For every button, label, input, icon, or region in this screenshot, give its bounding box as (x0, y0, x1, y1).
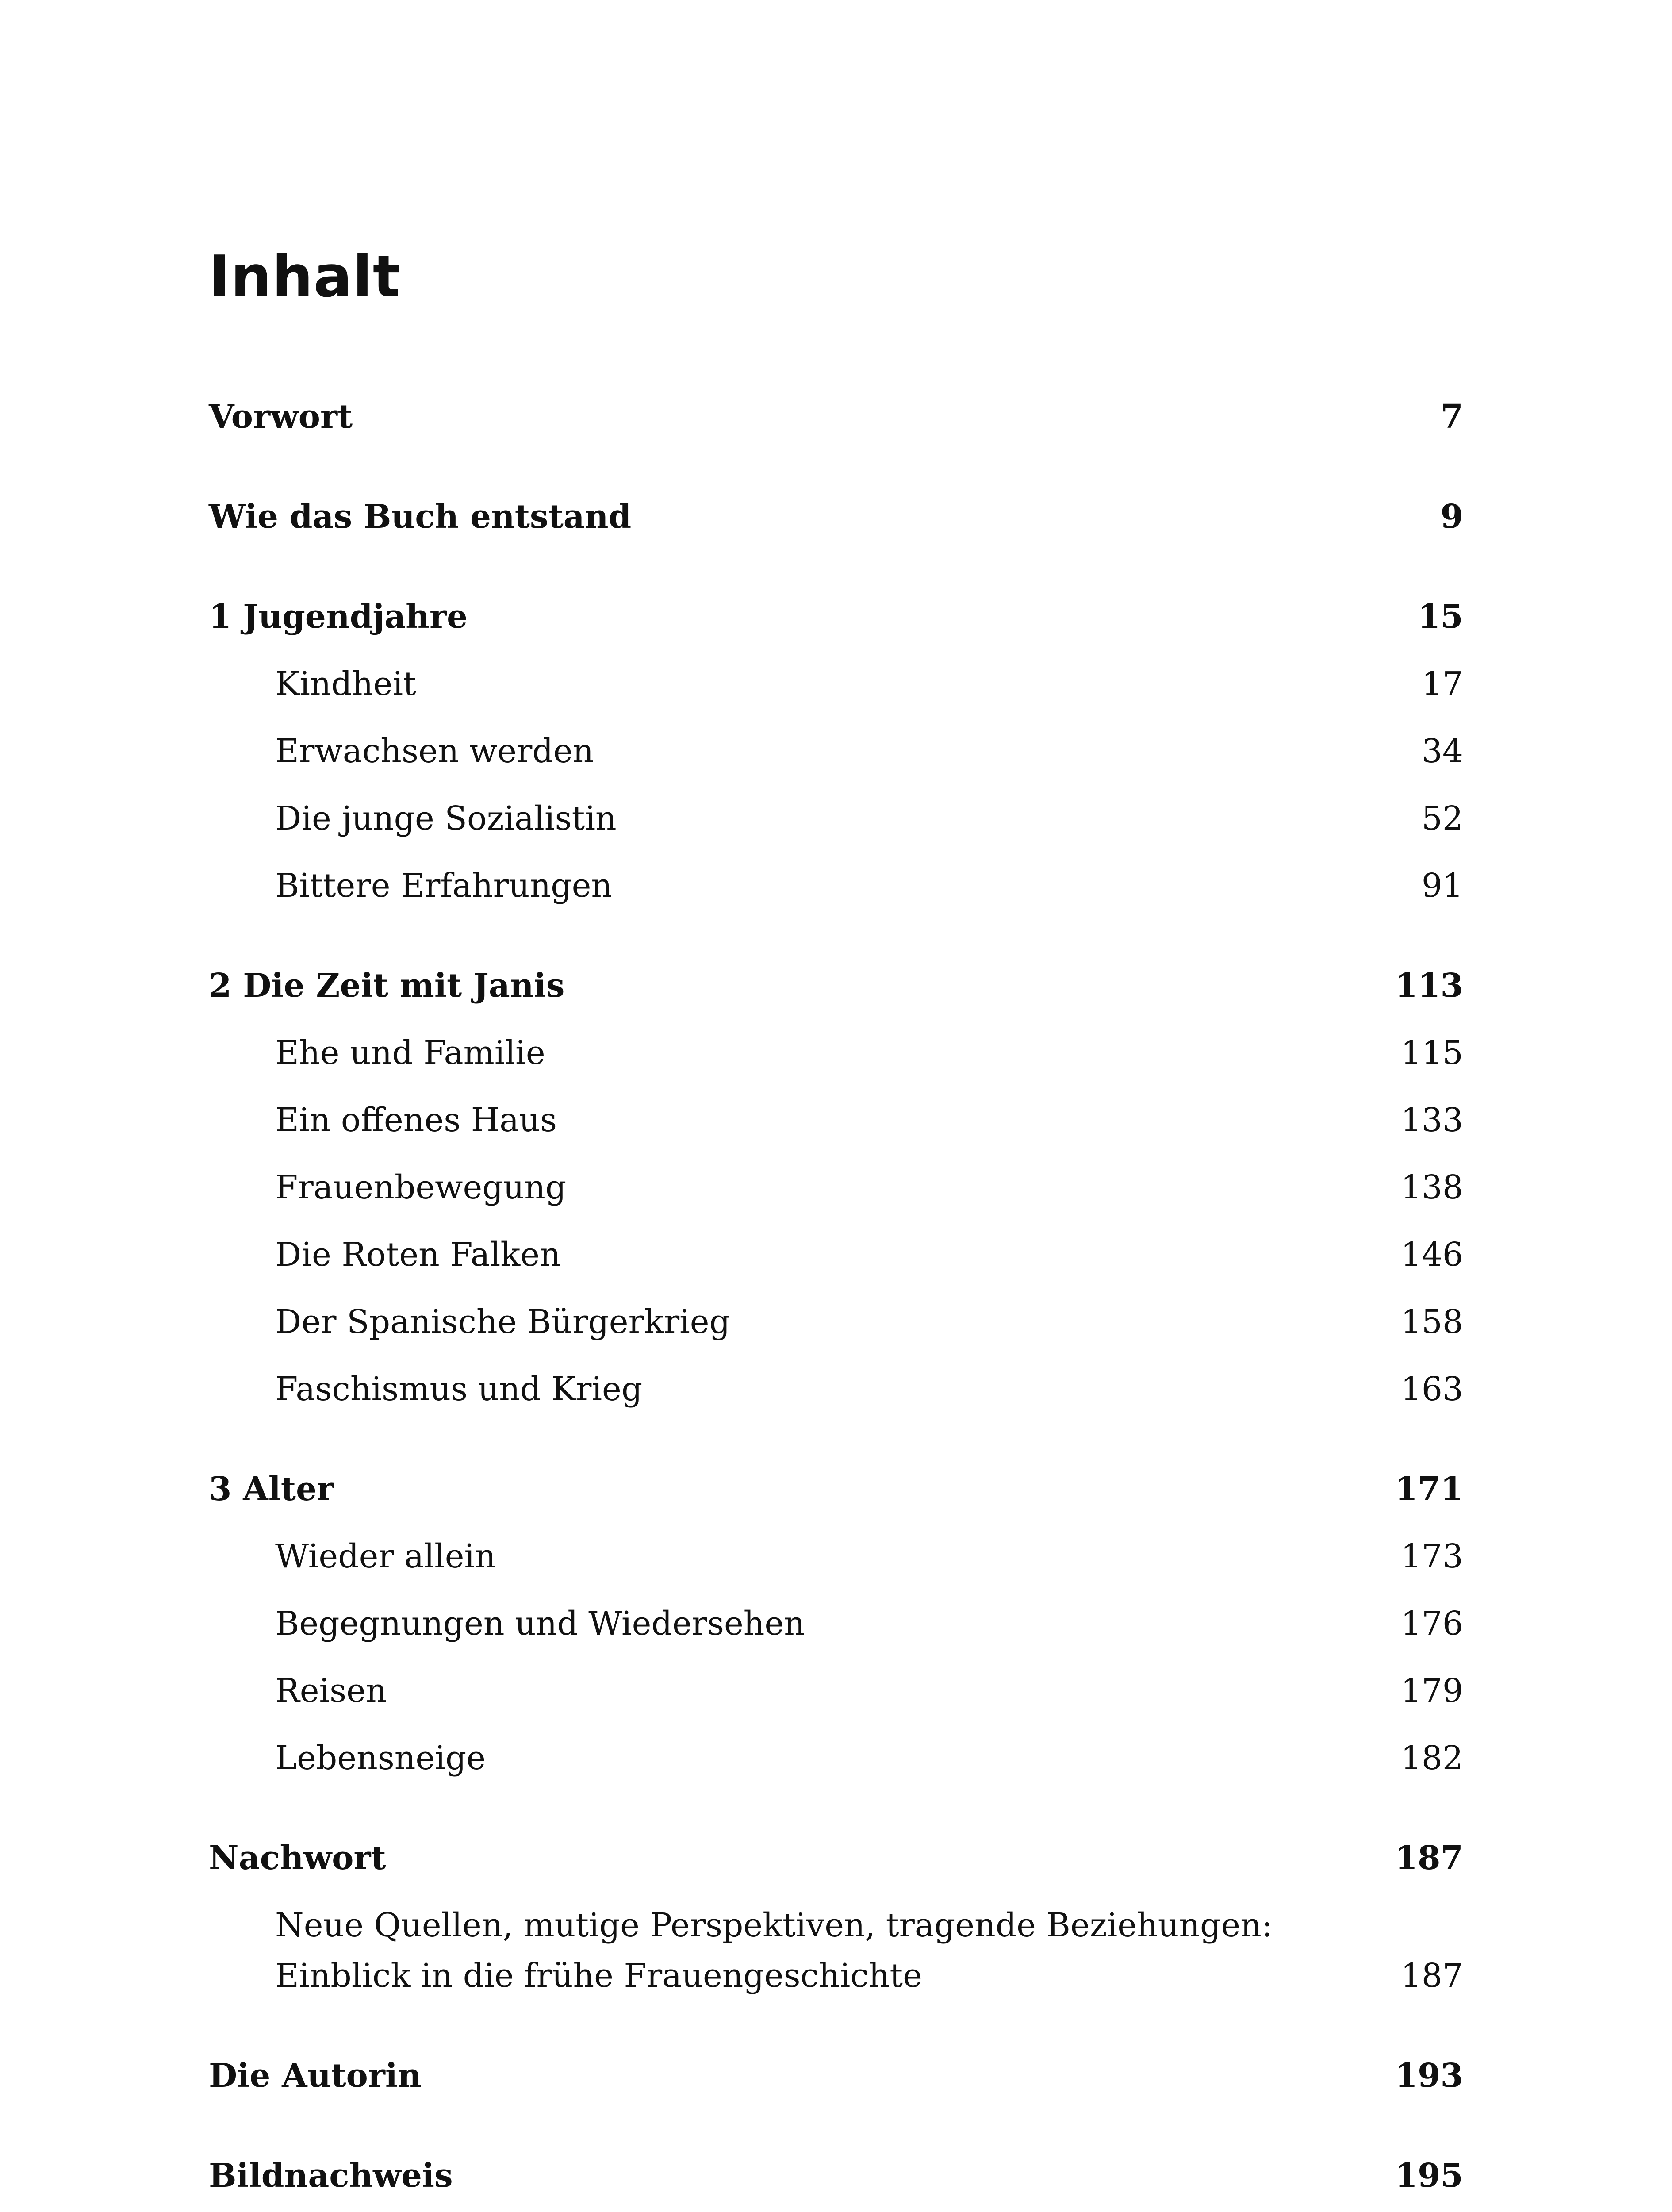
toc-entry-jugendjahre (209, 591, 1463, 642)
toc-subentry-page: 133 (1400, 1101, 1463, 1139)
toc-subentry-label-line: Einblick in die frühe Frauengeschichte (275, 1957, 922, 1995)
toc-entry-label: Wie das Buch entstand (209, 498, 632, 536)
toc-subentry-label: Faschismus und Krieg (275, 1370, 643, 1408)
toc-subentry-reisen (209, 1666, 1463, 1716)
toc-entry-label: Bildnachweis (209, 2157, 453, 2195)
toc-subentry-bittere-erfahrungen (209, 860, 1463, 911)
toc-entry-label: 1 Jugendjahre (209, 598, 468, 636)
toc-subentry-label: Erwachsen werden (275, 732, 594, 770)
toc-subentry-page: 17 (1421, 665, 1463, 703)
toc-entry-bildnachweis (209, 2151, 1463, 2201)
toc-subentry-lebensneige (209, 1733, 1463, 1783)
toc-entry-label: Die Autorin (209, 2057, 422, 2095)
toc-subentry-page: 52 (1421, 799, 1463, 837)
toc-subentry-label-line: Neue Quellen, mutige Perspektiven, tragende Beziehungen: (275, 1906, 1273, 1944)
toc-entry-page: 187 (1395, 1839, 1463, 1877)
toc-subentry-der-spanische-buergerkrieg (209, 1297, 1463, 1347)
page-title: Inhalt (209, 243, 401, 310)
toc-subentry-wieder-allein (209, 1531, 1463, 1582)
toc-subentry-die-roten-falken (209, 1229, 1463, 1280)
toc-subentry-label: Begegnungen und Wiedersehen (275, 1605, 805, 1643)
toc-entry-wie-das-buch-entstand (209, 492, 1463, 542)
toc-subentry-page: 115 (1400, 1034, 1463, 1072)
toc-entry-page: 195 (1395, 2157, 1463, 2195)
toc-subentry-label: Lebensneige (275, 1739, 486, 1777)
toc-subentry-page: 91 (1421, 867, 1463, 905)
toc-subentry-begegnungen-und-wiedersehen (209, 1598, 1463, 1649)
toc-entry-label: 3 Alter (209, 1470, 334, 1508)
toc-entry-label: Nachwort (209, 1839, 386, 1877)
toc-page (209, 243, 1463, 2201)
toc-subentry-label: Reisen (275, 1672, 387, 1710)
toc-entry-die-zeit-mit-janis (209, 960, 1463, 1011)
toc-subentry-faschismus-und-krieg (209, 1364, 1463, 1414)
toc-subentry-page: 173 (1400, 1537, 1463, 1575)
toc-subentry-label: Der Spanische Bürgerkrieg (275, 1303, 730, 1341)
toc-subentry-page: 187 (1400, 1957, 1463, 1995)
toc-entry-alter (209, 1464, 1463, 1514)
toc-subentry-ein-offenes-haus (209, 1095, 1463, 1145)
toc-entry-die-autorin (209, 2051, 1463, 2101)
toc-entry-page: 9 (1440, 498, 1463, 536)
toc-subentry-page: 179 (1400, 1672, 1463, 1710)
toc-subentry-kindheit (209, 659, 1463, 709)
toc-subentry-label: Die Roten Falken (275, 1236, 561, 1274)
toc-entry-label: Vorwort (209, 398, 353, 436)
table-of-contents (209, 392, 1463, 2201)
toc-subentry-label (275, 1900, 1273, 2001)
toc-entry-page: 7 (1440, 398, 1463, 436)
toc-subentry-label: Wieder allein (275, 1537, 496, 1575)
toc-subentry-page: 34 (1421, 732, 1463, 770)
toc-subentry-frauenbewegung (209, 1162, 1463, 1213)
toc-subentry-erwachsen-werden (209, 726, 1463, 776)
toc-subentry-page: 182 (1400, 1739, 1463, 1777)
toc-entry-page: 171 (1395, 1470, 1463, 1508)
toc-subentry-page: 163 (1400, 1370, 1463, 1408)
toc-subentry-page: 146 (1400, 1236, 1463, 1274)
toc-subentry-page: 176 (1400, 1605, 1463, 1643)
toc-subentry-label: Ehe und Familie (275, 1034, 545, 1072)
toc-entry-page: 15 (1418, 598, 1463, 636)
toc-subentry-label: Kindheit (275, 665, 416, 703)
toc-subentry-label: Die junge Sozialistin (275, 799, 617, 837)
toc-subentry-label: Ein offenes Haus (275, 1101, 557, 1139)
toc-subentry-die-junge-sozialistin (209, 793, 1463, 844)
toc-subentry-page: 158 (1400, 1303, 1463, 1341)
toc-subentry-ehe-und-familie (209, 1028, 1463, 1078)
toc-entry-page: 113 (1395, 967, 1463, 1005)
toc-subentry-label: Bittere Erfahrungen (275, 867, 613, 905)
toc-entry-label: 2 Die Zeit mit Janis (209, 967, 565, 1005)
toc-entry-page: 193 (1395, 2057, 1463, 2095)
toc-subentry-page: 138 (1400, 1168, 1463, 1206)
toc-subentry-label: Frauenbewegung (275, 1168, 567, 1206)
toc-entry-vorwort (209, 392, 1463, 442)
toc-subentry-neue-quellen (209, 1900, 1463, 2001)
toc-entry-nachwort (209, 1833, 1463, 1883)
